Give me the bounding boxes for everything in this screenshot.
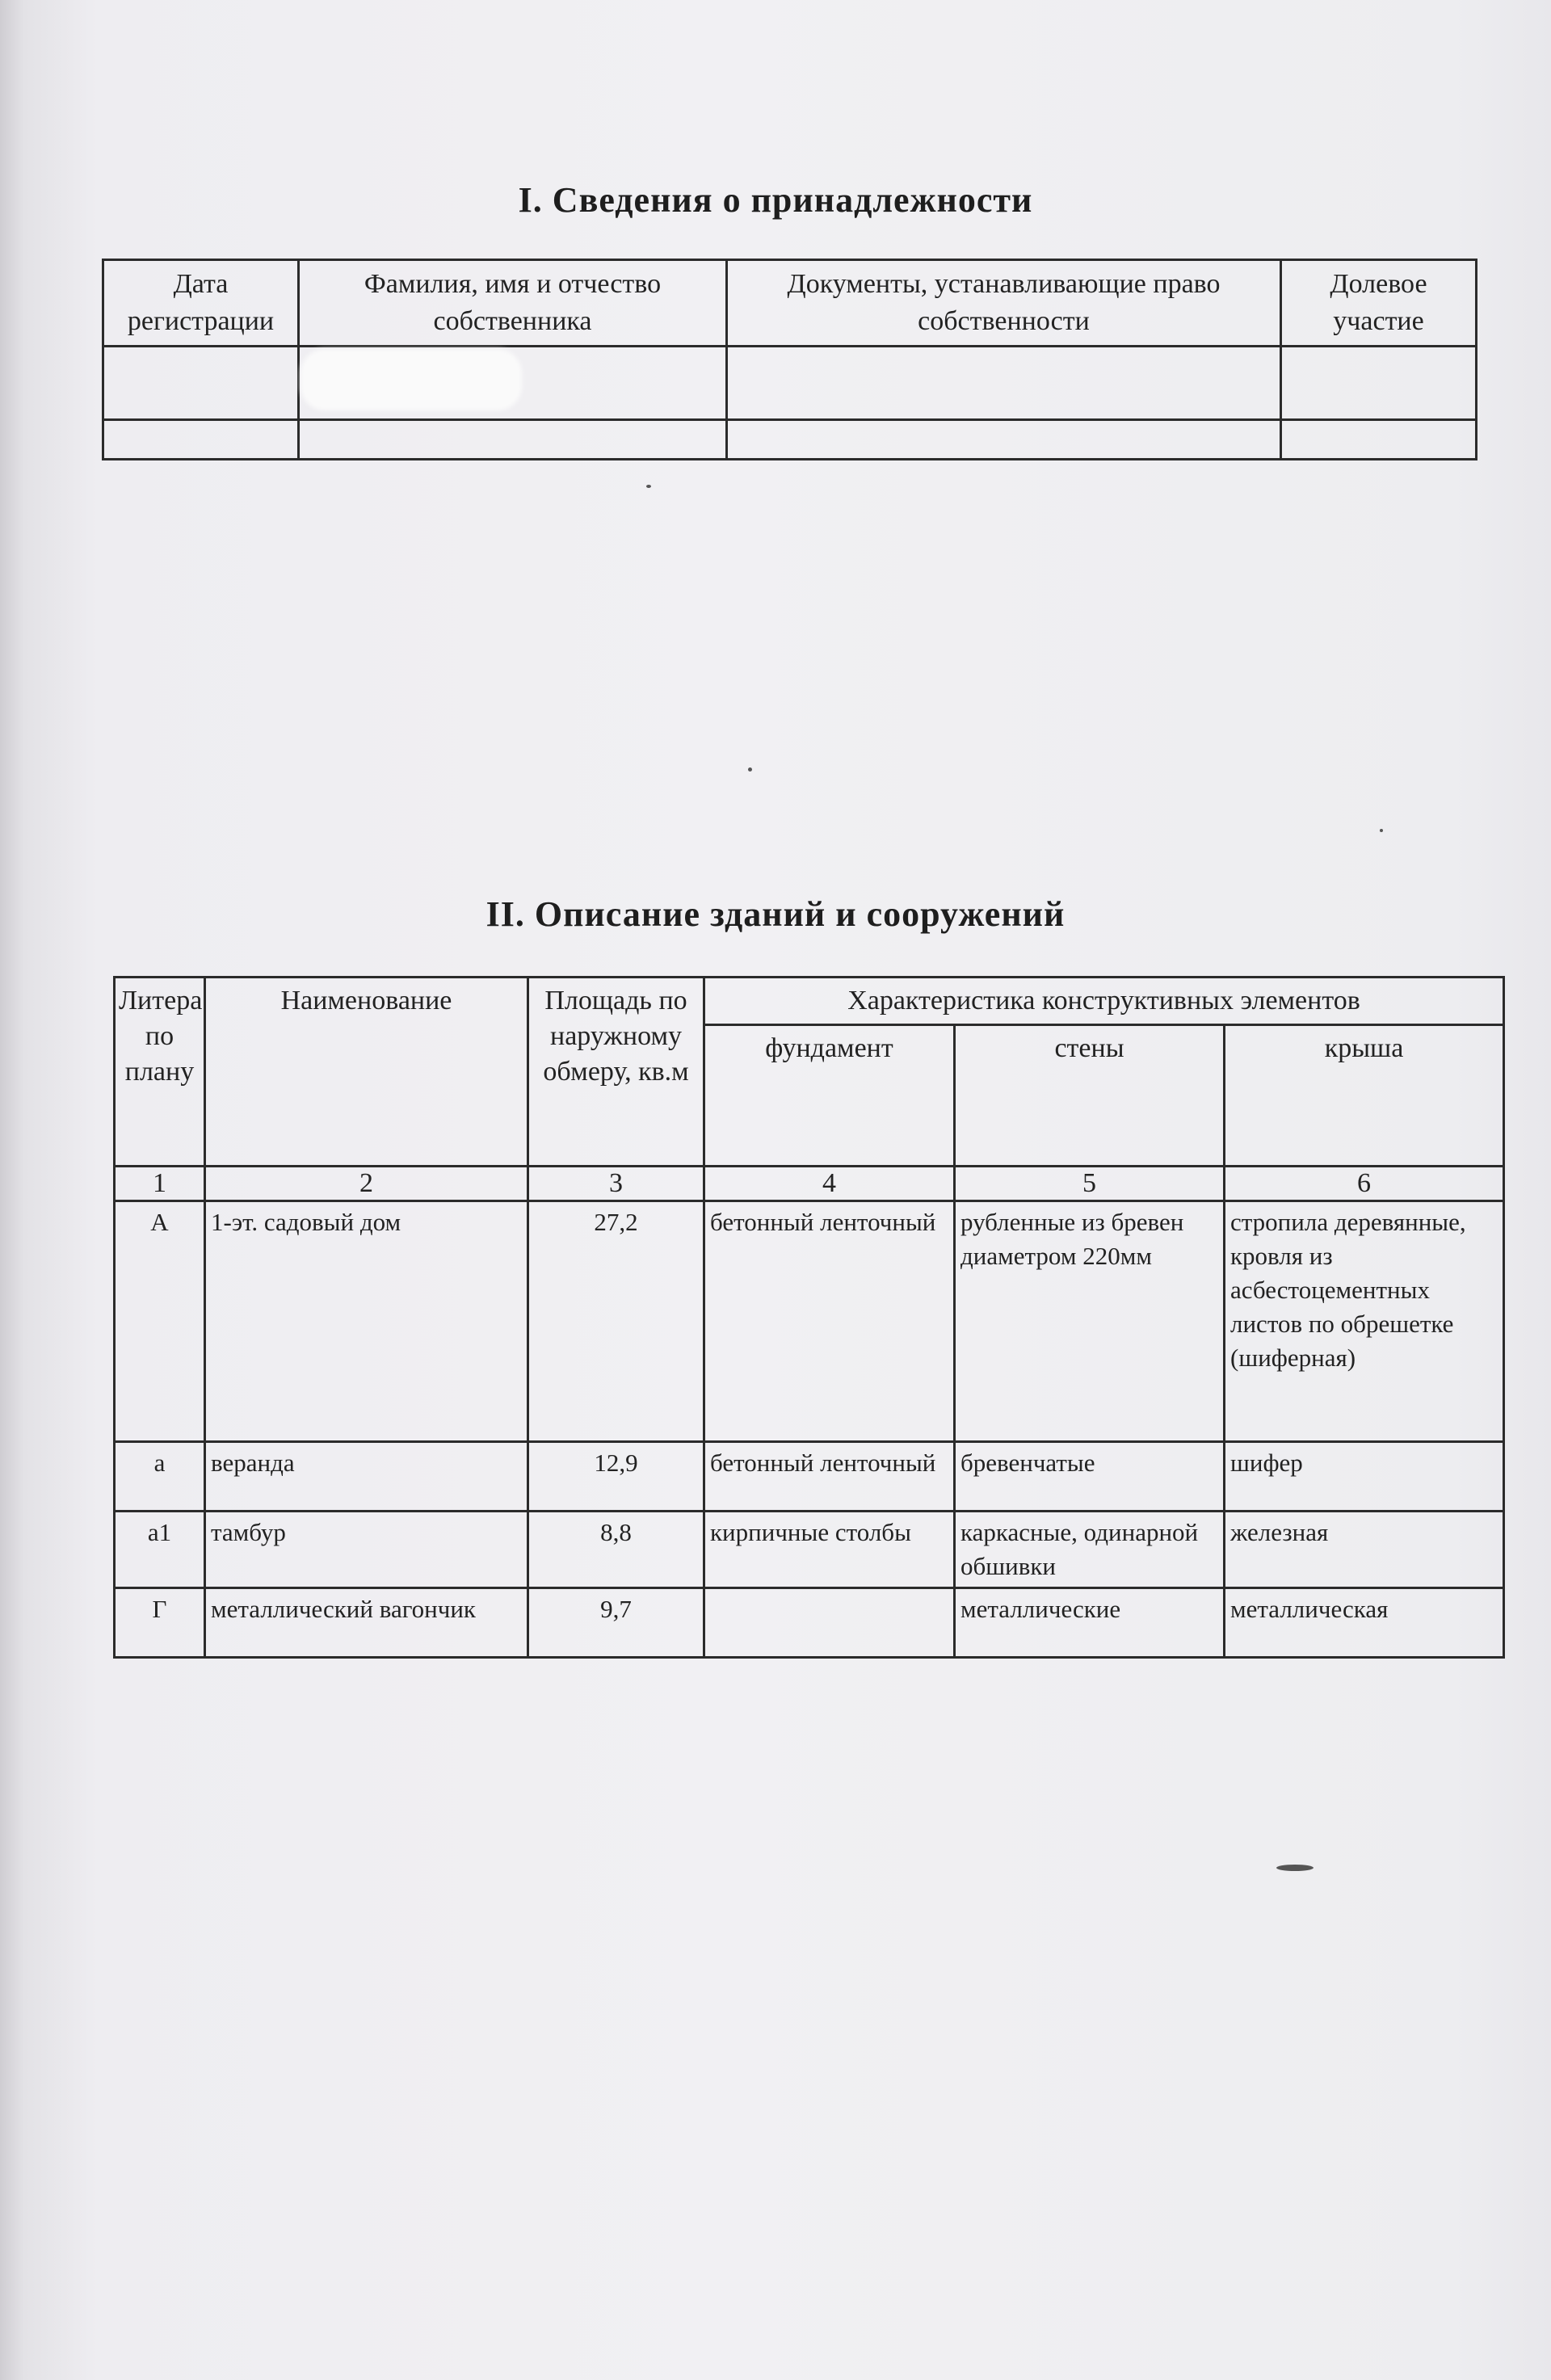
cell-roof: металлическая	[1225, 1588, 1504, 1658]
header-area: Площадь по наружному обмеру, кв.м	[528, 978, 704, 1167]
column-number: 3	[528, 1167, 704, 1201]
ownership-row	[103, 420, 1477, 460]
cell-foundation	[704, 1588, 955, 1658]
table-row	[115, 1442, 1504, 1512]
header-foundation: фундамент	[704, 1025, 955, 1167]
buildings-table	[113, 976, 1505, 1659]
cell-area: 8,8	[528, 1512, 704, 1588]
header-registration-date: Дата регистрации	[103, 260, 299, 347]
cell-walls: бревенчатые	[955, 1442, 1225, 1512]
print-speck	[748, 767, 752, 772]
buildings-header-row	[115, 978, 1504, 1025]
cell-roof: стропила деревянные, кровля из асбестоцементных листов по обрешетке (шиферная)	[1225, 1201, 1504, 1442]
column-number: 6	[1225, 1167, 1504, 1201]
cell-name: 1-эт. садовый дом	[205, 1201, 528, 1442]
cell-litera: а1	[115, 1512, 205, 1588]
section-2-title: II. Описание зданий и сооружений	[485, 894, 1066, 934]
column-number: 2	[205, 1167, 528, 1201]
cell-walls: каркасные, одинарной обшивки	[955, 1512, 1225, 1588]
header-litera: Литера по плану	[115, 978, 205, 1167]
cell-roof: шифер	[1225, 1442, 1504, 1512]
section-1-title: I. Сведения о принадлежности	[518, 180, 1033, 220]
cell-name: тамбур	[205, 1512, 528, 1588]
column-number: 1	[115, 1167, 205, 1201]
cell-litera: Г	[115, 1588, 205, 1658]
column-number: 5	[955, 1167, 1225, 1201]
cell-owner-name	[299, 420, 727, 460]
print-speck	[1380, 829, 1383, 832]
print-speck	[646, 485, 651, 488]
cell-registration-date	[103, 347, 299, 420]
cell-share	[1281, 347, 1477, 420]
column-number: 4	[704, 1167, 955, 1201]
cell-walls: рубленные из бревен диаметром 220мм	[955, 1201, 1225, 1442]
table-row	[115, 1512, 1504, 1588]
cell-area: 9,7	[528, 1588, 704, 1658]
cell-foundation: бетонный ленточный	[704, 1442, 955, 1512]
ownership-header-row	[103, 260, 1477, 347]
header-ownership-documents: Документы, устанавливающие право собственности	[727, 260, 1281, 347]
cell-documents	[727, 420, 1281, 460]
cell-name: веранда	[205, 1442, 528, 1512]
redaction-mark	[301, 349, 522, 410]
header-owner-name: Фамилия, имя и отчество собственника	[299, 260, 727, 347]
cell-walls: металлические	[955, 1588, 1225, 1658]
cell-roof: железная	[1225, 1512, 1504, 1588]
cell-area: 12,9	[528, 1442, 704, 1512]
header-characteristics: Характеристика конструктивных элементов	[704, 978, 1504, 1025]
header-name: Наименование	[205, 978, 528, 1167]
cell-foundation: бетонный ленточный	[704, 1201, 955, 1442]
cell-registration-date	[103, 420, 299, 460]
cell-share	[1281, 420, 1477, 460]
header-share: Долевое участие	[1281, 260, 1477, 347]
print-speck	[1276, 1865, 1314, 1871]
column-number-row	[115, 1167, 1504, 1201]
header-roof: крыша	[1225, 1025, 1504, 1167]
cell-litera: а	[115, 1442, 205, 1512]
cell-litera: А	[115, 1201, 205, 1442]
cell-area: 27,2	[528, 1201, 704, 1442]
cell-foundation: кирпичные столбы	[704, 1512, 955, 1588]
header-walls: стены	[955, 1025, 1225, 1167]
table-row	[115, 1588, 1504, 1658]
cell-name: металлический вагончик	[205, 1588, 528, 1658]
table-row	[115, 1201, 1504, 1442]
cell-documents	[727, 347, 1281, 420]
